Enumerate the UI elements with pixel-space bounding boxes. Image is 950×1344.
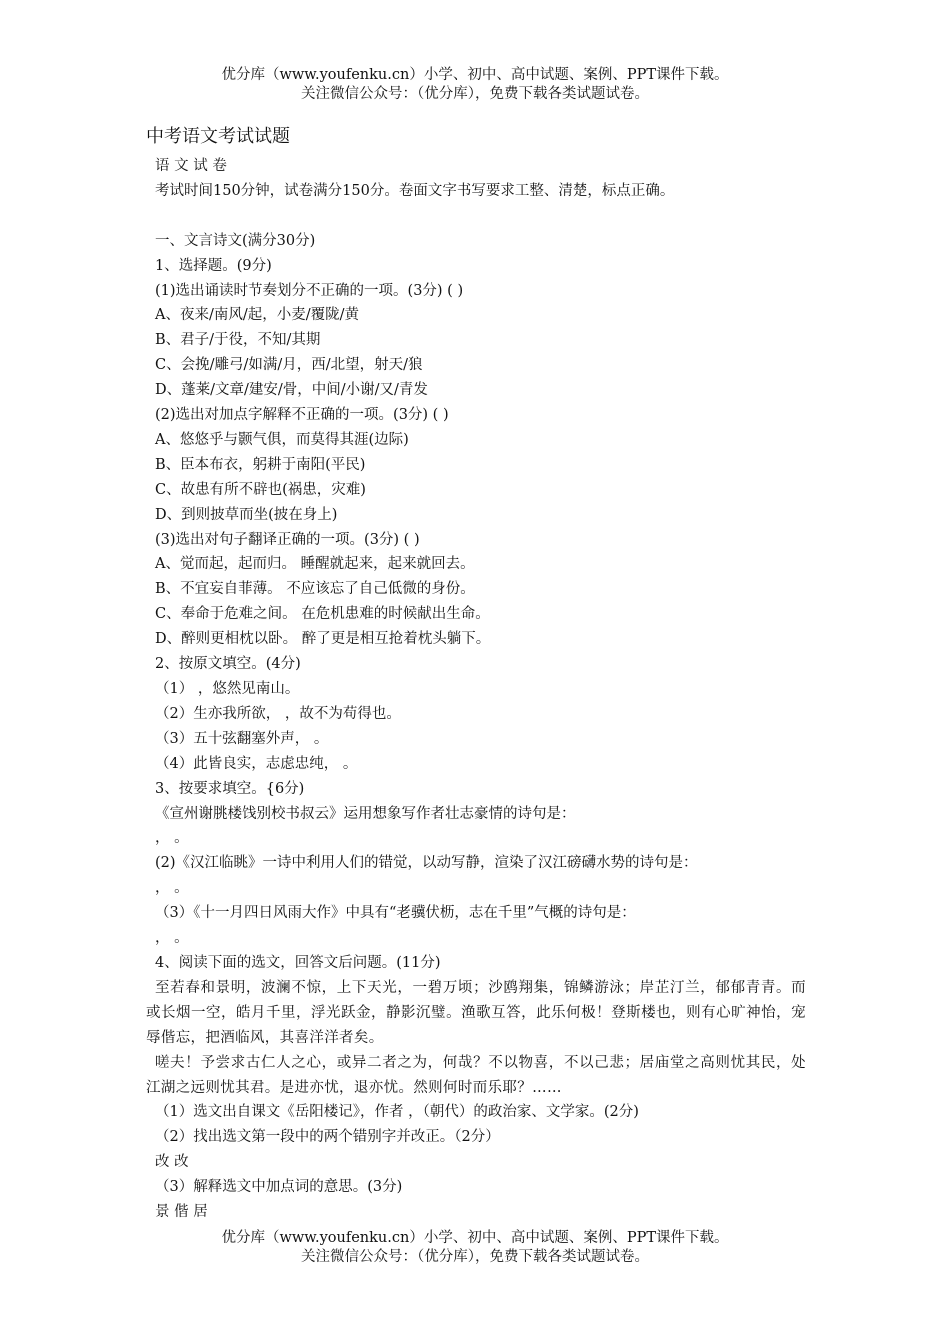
option-a: A、悠悠乎与颢气俱，而莫得其涯(边际) bbox=[155, 431, 409, 448]
question-stem: (1)选出诵读时节奏划分不正确的一项。(3分) ( ) bbox=[155, 282, 464, 299]
option-b: B、不宜妄自菲薄。 不应该忘了自己低微的身份。 bbox=[155, 581, 475, 598]
option-a: A、觉而起，起而归。 睡醒就起来，起来就回去。 bbox=[155, 556, 475, 573]
footer-line-2: 关注微信公众号：（优分库），免费下载各类试题试卷。 bbox=[301, 1249, 649, 1265]
doc-subtitle: 语 文 试 卷 bbox=[155, 158, 227, 174]
document-body bbox=[146, 124, 806, 1225]
answer-blank: ， 。 bbox=[155, 830, 189, 847]
option-c: C、奉命于危难之间。 在危机患难的时候献出生命。 bbox=[155, 606, 490, 623]
option-c: C、故患有所不辟也(祸患，灾难) bbox=[155, 481, 366, 498]
sub-question: （3）解释选文中加点词的意思。(3分) bbox=[155, 1179, 403, 1196]
header-line-1: 优分库（www.youfenku.cn）小学、初中、高中试题、案例、PPT课件下载。 bbox=[221, 67, 729, 83]
question-title: 1、选择题。(9分) bbox=[155, 257, 272, 274]
fill-item: （4）此皆良实，志虑忠纯， 。 bbox=[155, 755, 358, 772]
fill-item: 《宣州谢朓楼饯别校书叔云》运用想象写作者壮志豪情的诗句是： bbox=[155, 805, 576, 822]
header-line-2: 关注微信公众号：（优分库），免费下载各类试题试卷。 bbox=[301, 86, 649, 102]
fill-item: (2)《汉江临眺》一诗中利用人们的错觉，以动写静，渲染了汉江磅礴水势的诗句是： bbox=[155, 855, 698, 872]
doc-intro: 考试时间150分钟，试卷满分150分。卷面文字书写要求工整、清楚，标点正确。 bbox=[155, 182, 675, 199]
sub-question: （1）选文出自课文《岳阳楼记》，作者 ，（朝代）的政治家、文学家。(2分) bbox=[155, 1104, 639, 1121]
page-footer bbox=[0, 1229, 950, 1267]
blank-line bbox=[146, 204, 806, 229]
option-a: A、夜来/南风/起，小麦/覆陇/黄 bbox=[155, 307, 360, 324]
question-title: 3、按要求填空。{6分) bbox=[155, 780, 305, 797]
section-heading: 一、文言诗文(满分30分) bbox=[155, 232, 316, 249]
fill-item: （3）《十一月四日风雨大作》中具有“老骥伏枥，志在千里”气概的诗句是： bbox=[155, 905, 636, 922]
option-b: B、君子/于役，不知/其期 bbox=[155, 332, 321, 349]
option-d: D、醉则更相枕以卧。 醉了更是相互抢着枕头躺下。 bbox=[155, 631, 491, 648]
fill-item: （2）生亦我所欲， ，故不为苟得也。 bbox=[155, 705, 401, 722]
doc-title: 中考语文考试试题 bbox=[146, 126, 290, 147]
answer-blank: ， 。 bbox=[155, 880, 189, 897]
question-stem: (3)选出对句子翻译正确的一项。(3分) ( ) bbox=[155, 531, 420, 548]
option-d: D、蓬莱/文章/建安/骨，中间/小谢/又/青发 bbox=[155, 382, 428, 399]
question-stem: (2)选出对加点字解释不正确的一项。(3分) ( ) bbox=[155, 407, 449, 424]
fill-item: （1） ，悠然见南山。 bbox=[155, 681, 300, 698]
question-title: 2、按原文填空。(4分) bbox=[155, 656, 301, 673]
option-b: B、臣本布衣，躬耕于南阳(平民) bbox=[155, 456, 366, 473]
reading-passage-1: 至若春和景明，波澜不惊，上下天光，一碧万顷；沙鸥翔集，锦鳞游泳；岸芷汀兰，郁郁青青。而或长烟一空，皓月千里，浮光跃金，静影沉璧。渔歌互答，此乐何极！登斯楼也，则有心旷神怡，宠辱偕忘，把酒临风，其喜洋洋者矣。 bbox=[146, 979, 806, 1046]
answer-line: 景 偕 居 bbox=[155, 1204, 208, 1221]
footer-line-1: 优分库（www.youfenku.cn）小学、初中、高中试题、案例、PPT课件下载。 bbox=[221, 1230, 729, 1246]
sub-question: （2）找出选文第一段中的两个错别字并改正。（2分） bbox=[155, 1129, 500, 1146]
answer-line: 改 改 bbox=[155, 1154, 189, 1171]
fill-item: （3）五十弦翻塞外声， 。 bbox=[155, 730, 329, 747]
question-title: 4、阅读下面的选文，回答文后问题。(11分) bbox=[155, 954, 441, 971]
reading-passage-2: 嗟夫！予尝求古仁人之心，或异二者之为，何哉？不以物喜，不以己悲；居庙堂之高则忧其民，处江湖之远则忧其君。是进亦忧，退亦忧。然则何时而乐耶？…… bbox=[146, 1054, 806, 1096]
option-d: D、到则披草而坐(披在身上) bbox=[155, 506, 338, 523]
page-header bbox=[0, 66, 950, 104]
option-c: C、会挽/雕弓/如满/月，西/北望，射天/狼 bbox=[155, 357, 423, 374]
answer-blank: ， 。 bbox=[155, 930, 189, 947]
